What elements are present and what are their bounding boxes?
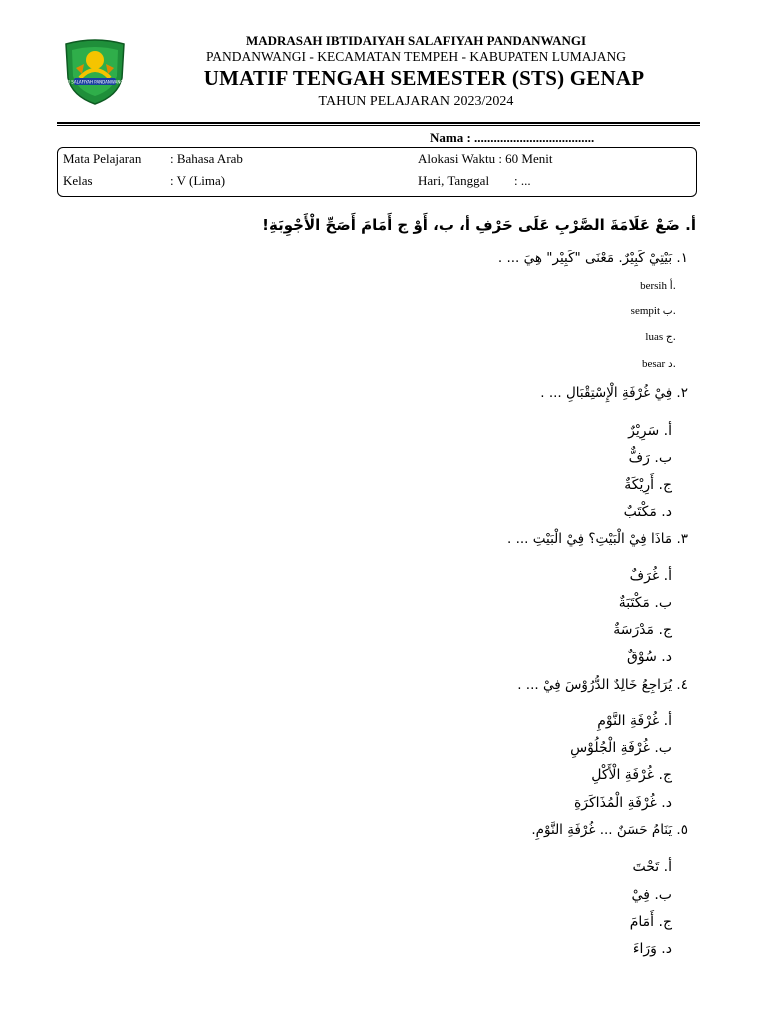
q1-option-a — [640, 280, 676, 292]
q2-option-c: ج. أَرِيْكَةٌ — [624, 477, 672, 493]
q4-option-a: أ. غُرْفَةِ النَّوْمِ — [597, 713, 672, 729]
school-address: PANDANWANGI - KECAMATAN TEMPEH - KABUPATEN LUMAJANG — [206, 49, 626, 64]
time-allocation: Alokasi Waktu : 60 Menit — [418, 151, 553, 166]
q3-option-d: د. سُوْقٌ — [627, 649, 672, 665]
q4-option-d: د. غُرْفَةِ الْمُذَاكَرَةِ — [573, 795, 672, 811]
q5-option-d: د. وَرَاءَ — [632, 941, 672, 957]
q5-option-a: أ. تَحْتَ — [632, 859, 672, 875]
q4-option-b: ب. غُرْفَةِ الْجُلُوْسِ — [570, 740, 672, 756]
option-text: bersih — [640, 280, 667, 292]
q3-option-a: أ. غُرَفٌ — [629, 568, 672, 584]
q2-option-b: ب. رَفٌّ — [628, 450, 672, 466]
option-text: luas — [645, 331, 664, 343]
q3-option-b: ب. مَكْتَبَةٌ — [618, 595, 672, 611]
q1-option-d — [642, 358, 676, 370]
subject-value: : Bahasa Arab — [170, 151, 243, 166]
q1-option-b — [631, 305, 676, 317]
exam-title: UMATIF TENGAH SEMESTER (STS) GENAP — [203, 66, 645, 90]
date-value: : ... — [514, 173, 531, 188]
name-field — [430, 130, 594, 146]
q2-option-a: أ. سَرِيْرٌ — [628, 423, 672, 439]
name-blank: ..................................... — [474, 130, 595, 145]
exam-info-box — [57, 147, 697, 197]
subject-label: Mata Pelajaran — [63, 151, 142, 166]
option-label: ب. — [662, 305, 676, 317]
header-divider — [57, 122, 700, 124]
name-label: Nama : — [430, 130, 471, 145]
q3-option-c: ج. مَدْرَسَةٌ — [613, 622, 672, 638]
date-label: Hari, Tanggal — [418, 173, 490, 188]
option-text: besar — [642, 358, 666, 370]
svg-text:MI SALAFIYAH PANDANWANGI: MI SALAFIYAH PANDANWANGI — [65, 79, 125, 85]
question-4: ٤. يُرَاجِعُ خَالِدٌ الدُّرُوْسَ فِيْ ... . — [517, 677, 688, 693]
q5-option-b: ب. فِيْ — [631, 887, 672, 903]
question-5: ٥. يَنَامُ حَسَنٌ ... غُرْفَةِ النَّوْمِ. — [531, 822, 688, 838]
school-name: MADRASAH IBTIDAIYAH SALAFIYAH PANDANWANGI — [245, 33, 587, 48]
instruction: أ. ضَعْ عَلَامَةَ الصَّرْبِ عَلَى حَرْفِ أ، ب، أَوْ ج أَمَامَ أَصَحِّ الْأَجْوِبَةِ! — [262, 216, 696, 234]
class-label: Kelas — [63, 173, 93, 188]
q1-option-c — [645, 331, 676, 343]
q5-option-c: ج. أَمَامَ — [629, 914, 672, 930]
option-label: أ. — [669, 280, 676, 292]
question-1: ١. بَيْتِيْ كَبِيْرٌ. مَعْنَى "كَبِيْر" هِيَ ... . — [497, 250, 688, 266]
option-label: ج. — [665, 331, 676, 343]
header-divider-thin — [57, 125, 700, 126]
q2-option-d: د. مَكْتَبٌ — [623, 504, 672, 520]
q4-option-c: ج. غُرْفَةِ الْأَكْلِ — [591, 767, 672, 783]
question-3: ٣. مَاذَا فِيْ الْبَيْتِ؟ فِيْ الْبَيْتِ ... . — [507, 531, 688, 547]
option-text: sempit — [630, 305, 661, 317]
class-value: : V (Lima) — [170, 173, 226, 188]
academic-year: TAHUN PELAJARAN 2023/2024 — [318, 94, 514, 109]
option-label: د. — [667, 358, 676, 370]
question-2: ٢. فِيْ غُرْفَةِ الْإِسْتِقْبَالِ ... . — [540, 385, 688, 401]
